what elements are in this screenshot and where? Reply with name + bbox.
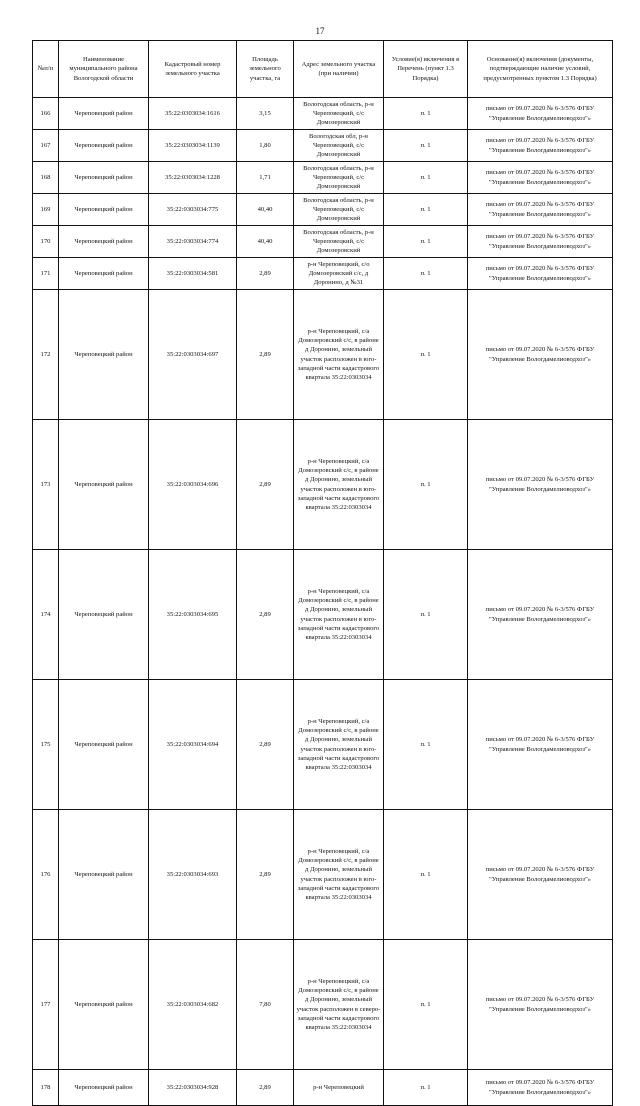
cell-address: р-н Череповецкий (294, 1070, 384, 1106)
cell-basis: письмо от 09.07.2020 № 6-3/576 ФГБУ "Управление Вологдамелиоводхоз"» (468, 680, 613, 810)
cell-basis: письмо от 09.07.2020 № 6-3/576 ФГБУ "Управление Вологдамелиоводхоз"» (468, 550, 613, 680)
cell-area: 3,15 (237, 98, 294, 130)
cell-area: 7,80 (237, 940, 294, 1070)
cell-condition: п. 1 (384, 1070, 468, 1106)
cell-district: Череповецкий район (59, 550, 149, 680)
cell-num: 168 (33, 162, 59, 194)
cell-district: Череповецкий район (59, 130, 149, 162)
cell-area: 2,89 (237, 258, 294, 290)
cell-basis: письмо от 09.07.2020 № 6-3/576 ФГБУ "Управление Вологдамелиоводхоз"» (468, 226, 613, 258)
cell-cadastral: 35:22:0303034:682 (149, 940, 237, 1070)
cell-area: 2,89 (237, 680, 294, 810)
header-num: №п/п (33, 41, 59, 98)
cell-area: 2,89 (237, 550, 294, 680)
cell-cadastral: 35:22:0303034:696 (149, 420, 237, 550)
table-row (33, 420, 613, 550)
cell-address: Вологодская область, р-н Череповецкий, с/с Домозеровский (294, 194, 384, 226)
cell-district: Череповецкий район (59, 258, 149, 290)
cell-condition: п. 1 (384, 290, 468, 420)
cell-condition: п. 1 (384, 550, 468, 680)
cell-district: Череповецкий район (59, 290, 149, 420)
cell-address: Вологодская область, р-н Череповецкий, с/с Домозеровский (294, 226, 384, 258)
page-number: 17 (315, 26, 325, 36)
cell-district: Череповецкий район (59, 940, 149, 1070)
cell-basis: письмо от 09.07.2020 № 6-3/576 ФГБУ "Управление Вологдамелиоводхоз"» (468, 98, 613, 130)
cell-address: Вологодская обл, р-н Череповецкий, с/с Домозеровский (294, 130, 384, 162)
table-row (33, 130, 613, 162)
cell-condition: п. 1 (384, 194, 468, 226)
table-row (33, 162, 613, 194)
cell-basis: письмо от 09.07.2020 № 6-3/576 ФГБУ "Управление Вологдамелиоводхоз"» (468, 1070, 613, 1106)
cell-area: 2,89 (237, 290, 294, 420)
cell-cadastral: 35:22:0303034:694 (149, 680, 237, 810)
header-condition: Условие(я) включения в Перечень (пункт 1.3 Порядка) (384, 41, 468, 98)
cell-cadastral: 35:22:0303034:695 (149, 550, 237, 680)
cell-num: 167 (33, 130, 59, 162)
cell-area: 1,71 (237, 162, 294, 194)
cell-address: р-н Череповецкий, с/а Домозеровский с/с, в районе д Доронино, земельный участок расположен в юго-западной части кадастрового квартала 35:22:0303034 (294, 550, 384, 680)
cell-cadastral: 35:22:0303034:1616 (149, 98, 237, 130)
cell-condition: п. 1 (384, 810, 468, 940)
cell-address: р-н Череповецкий, с/а Домозеровский с/с, в районе д Доронино, земельный участок расположен в юго-западной части кадастрового квартала 35:22:0303034 (294, 420, 384, 550)
cell-address: р-н Череповецкий, с/а Домозеровский с/с, в районе д Доронино, земельный участок расположен в северо-западной части кадастрового квартала 35:22:0303034 (294, 940, 384, 1070)
cell-condition: п. 1 (384, 162, 468, 194)
cell-cadastral: 35:22:0303034:693 (149, 810, 237, 940)
cell-num: 178 (33, 1070, 59, 1106)
table-row (33, 940, 613, 1070)
cell-address: Вологодская область, р-н Череповецкий, с/с Домозеровский (294, 98, 384, 130)
cell-num: 176 (33, 810, 59, 940)
cell-address: р-н Череповецкий, с/а Домозеровский с/с, в районе д Доронино, земельный участок расположен в юго-западной части кадастрового квартала 35:22:0303034 (294, 290, 384, 420)
table-row (33, 810, 613, 940)
header-area: Площадь земельного участка, га (237, 41, 294, 98)
cell-num: 169 (33, 194, 59, 226)
cell-basis: письмо от 09.07.2020 № 6-3/576 ФГБУ "Управление Вологдамелиоводхоз"» (468, 940, 613, 1070)
cell-num: 172 (33, 290, 59, 420)
cell-district: Череповецкий район (59, 194, 149, 226)
cell-cadastral: 35:22:0303034:774 (149, 226, 237, 258)
land-plots-table (32, 40, 613, 1106)
cell-area: 40,40 (237, 194, 294, 226)
cell-condition: п. 1 (384, 680, 468, 810)
table-row (33, 550, 613, 680)
cell-cadastral: 35:22:0303034:697 (149, 290, 237, 420)
cell-cadastral: 35:22:0303034:1139 (149, 130, 237, 162)
cell-condition: п. 1 (384, 226, 468, 258)
cell-address: Вологодская область, р-н Череповецкий, с/с Домозеровский (294, 162, 384, 194)
cell-address: р-н Череповецкий, с/а Домозеровский с/с, в районе д Доронино, земельный участок расположен в юго-западной части кадастрового квартала 35:22:0303034 (294, 680, 384, 810)
header-address: Адрес земельного участка (при наличии) (294, 41, 384, 98)
cell-area: 2,89 (237, 420, 294, 550)
cell-num: 170 (33, 226, 59, 258)
cell-basis: письмо от 09.07.2020 № 6-3/576 ФГБУ "Управление Вологдамелиоводхоз"» (468, 258, 613, 290)
cell-condition: п. 1 (384, 258, 468, 290)
cell-basis: письмо от 09.07.2020 № 6-3/576 ФГБУ "Управление Вологдамелиоводхоз"» (468, 290, 613, 420)
cell-num: 175 (33, 680, 59, 810)
cell-basis: письмо от 09.07.2020 № 6-3/576 ФГБУ "Управление Вологдамелиоводхоз"» (468, 420, 613, 550)
cell-basis: письмо от 09.07.2020 № 6-3/576 ФГБУ "Управление Вологдамелиоводхоз"» (468, 810, 613, 940)
table-row (33, 194, 613, 226)
cell-address: р-н Череповецкий, с/о Домозеровский с/с, д Доронино, д №31 (294, 258, 384, 290)
cell-district: Череповецкий район (59, 420, 149, 550)
cell-area: 40,40 (237, 226, 294, 258)
cell-area: 2,89 (237, 810, 294, 940)
table-row (33, 258, 613, 290)
cell-area: 1,80 (237, 130, 294, 162)
header-basis: Основание(я) включения (документы, подтверждающие наличие условий, предусмотренных пунктом 1.3 Порядка) (468, 41, 613, 98)
table-row (33, 226, 613, 258)
cell-district: Череповецкий район (59, 1070, 149, 1106)
table-row (33, 1070, 613, 1106)
cell-district: Череповецкий район (59, 680, 149, 810)
cell-address: р-н Череповецкий, с/а Домозеровский с/с, в районе д Доронино, земельный участок расположен в юго-западной части кадастрового квартала 35:22:0303034 (294, 810, 384, 940)
cell-num: 173 (33, 420, 59, 550)
cell-district: Череповецкий район (59, 810, 149, 940)
cell-condition: п. 1 (384, 420, 468, 550)
cell-district: Череповецкий район (59, 98, 149, 130)
cell-condition: п. 1 (384, 130, 468, 162)
cell-basis: письмо от 09.07.2020 № 6-3/576 ФГБУ "Управление Вологдамелиоводхоз"» (468, 130, 613, 162)
table-row (33, 290, 613, 420)
header-cadastral: Кадастровый номер земельного участка (149, 41, 237, 98)
header-district: Наименование муниципального района Вологодской области (59, 41, 149, 98)
table-row (33, 680, 613, 810)
cell-cadastral: 35:22:0303034:928 (149, 1070, 237, 1106)
cell-district: Череповецкий район (59, 162, 149, 194)
cell-num: 171 (33, 258, 59, 290)
cell-district: Череповецкий район (59, 226, 149, 258)
cell-basis: письмо от 09.07.2020 № 6-3/576 ФГБУ "Управление Вологдамелиоводхоз"» (468, 194, 613, 226)
cell-num: 174 (33, 550, 59, 680)
cell-cadastral: 35:22:0303034:581 (149, 258, 237, 290)
cell-num: 166 (33, 98, 59, 130)
cell-area: 2,89 (237, 1070, 294, 1106)
table-header-row (33, 41, 613, 98)
cell-cadastral: 35:22:0303034:1228 (149, 162, 237, 194)
cell-condition: п. 1 (384, 98, 468, 130)
cell-cadastral: 35:22:0303034:775 (149, 194, 237, 226)
cell-num: 177 (33, 940, 59, 1070)
table-row (33, 98, 613, 130)
cell-basis: письмо от 09.07.2020 № 6-3/576 ФГБУ "Управление Вологдамелиоводхоз"» (468, 162, 613, 194)
cell-condition: п. 1 (384, 940, 468, 1070)
